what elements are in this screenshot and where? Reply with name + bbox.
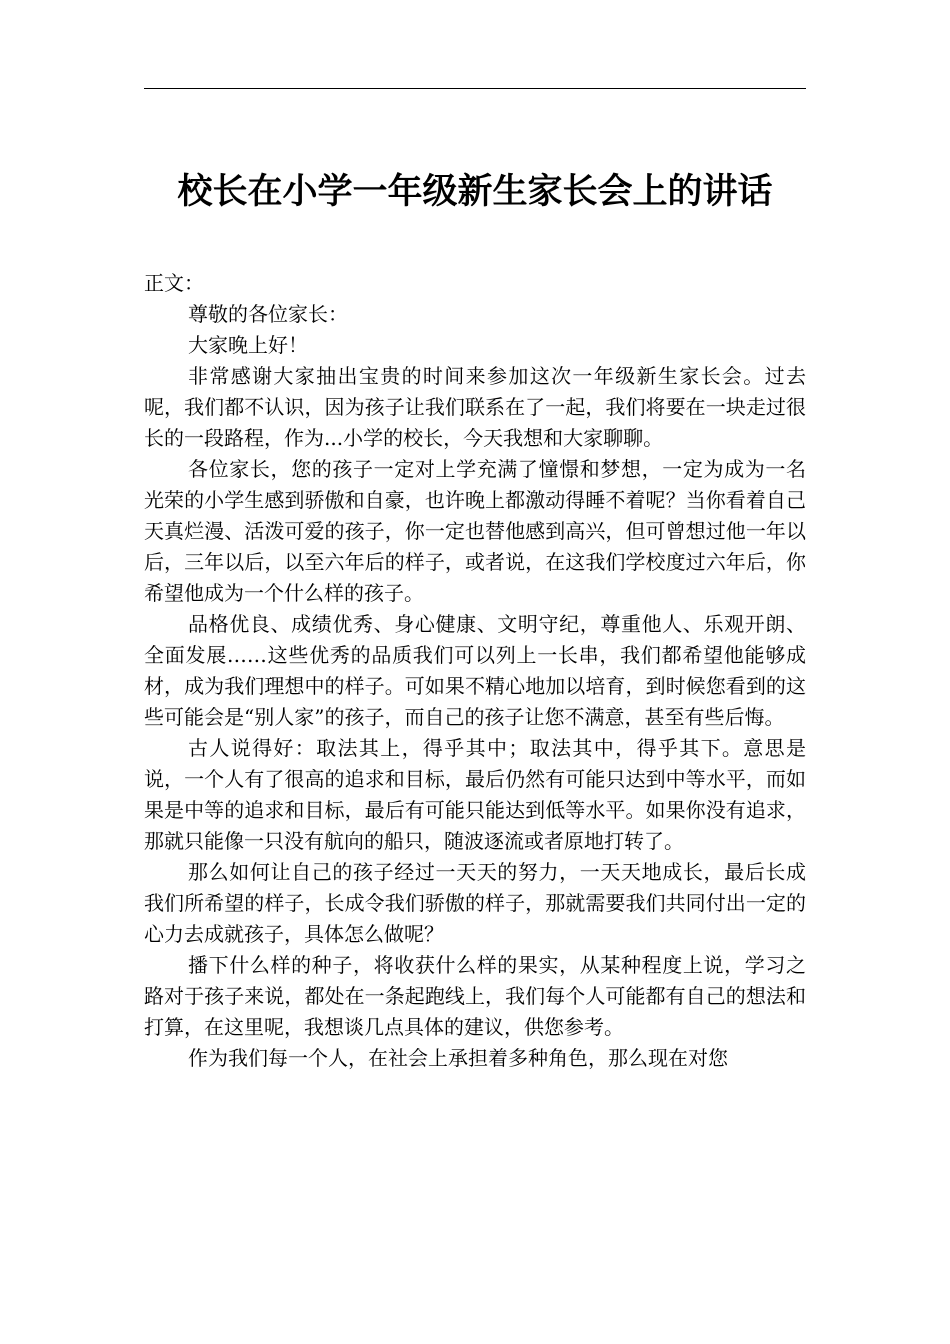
salutation: 尊敬的各位家长： xyxy=(188,302,348,326)
body-label: 正文： xyxy=(144,271,204,295)
paragraph: 那么如何让自己的孩子经过一天天的努力，一天天地成长，最后长成我们所希望的样子，长成令我们骄傲的样子，那就需要我们共同付出一定的心力去成就孩子，具体怎么做呢？ xyxy=(144,860,806,946)
document-title: 校长在小学一年级新生家长会上的讲话 xyxy=(177,171,773,212)
document-body xyxy=(144,268,806,1074)
paragraph: 古人说得好：取法其上，得乎其中；取法其中，得乎其下。意思是说，一个人有了很高的追求和目标，最后仍然有可能只达到中等水平，而如果是中等的追求和目标，最后有可能只能达到低等水平。如果你没有追求，那就只能像一只没有航向的船只，随波逐流或者原地打转了。 xyxy=(144,736,806,853)
paragraph: 作为我们每一个人，在社会上承担着多种角色，那么现在对您 xyxy=(188,1046,728,1070)
header-rule xyxy=(144,88,806,89)
paragraph: 非常感谢大家抽出宝贵的时间来参加这次一年级新生家长会。过去呢，我们都不认识，因为孩子让我们联系在了一起，我们将要在一块走过很长的一段路程，作为...小学的校长，今天我想和大家聊聊。 xyxy=(144,364,806,450)
paragraph: 各位家长，您的孩子一定对上学充满了憧憬和梦想，一定为成为一名光荣的小学生感到骄傲和自豪，也许晚上都激动得睡不着呢？当你看着自己天真烂漫、活泼可爱的孩子，你一定也替他感到高兴，但可曾想过他一年以后，三年以后，以至六年后的样子，或者说，在这我们学校度过六年后，你希望他成为一个什么样的孩子。 xyxy=(144,457,806,605)
paragraph: 播下什么样的种子，将收获什么样的果实，从某种程度上说，学习之路对于孩子来说，都处在一条起跑线上，我们每个人可能都有自己的想法和打算，在这里呢，我想谈几点具体的建议，供您参考。 xyxy=(144,953,806,1039)
paragraph: 品格优良、成绩优秀、身心健康、文明守纪，尊重他人、乐观开朗、全面发展……这些优秀的品质我们可以列上一长串，我们都希望他能够成材，成为我们理想中的样子。可如果不精心地加以培育，到时候您看到的这些可能会是“别人家”的孩子，而自己的孩子让您不满意，甚至有些后悔。 xyxy=(144,612,806,729)
greeting: 大家晚上好！ xyxy=(188,333,308,357)
